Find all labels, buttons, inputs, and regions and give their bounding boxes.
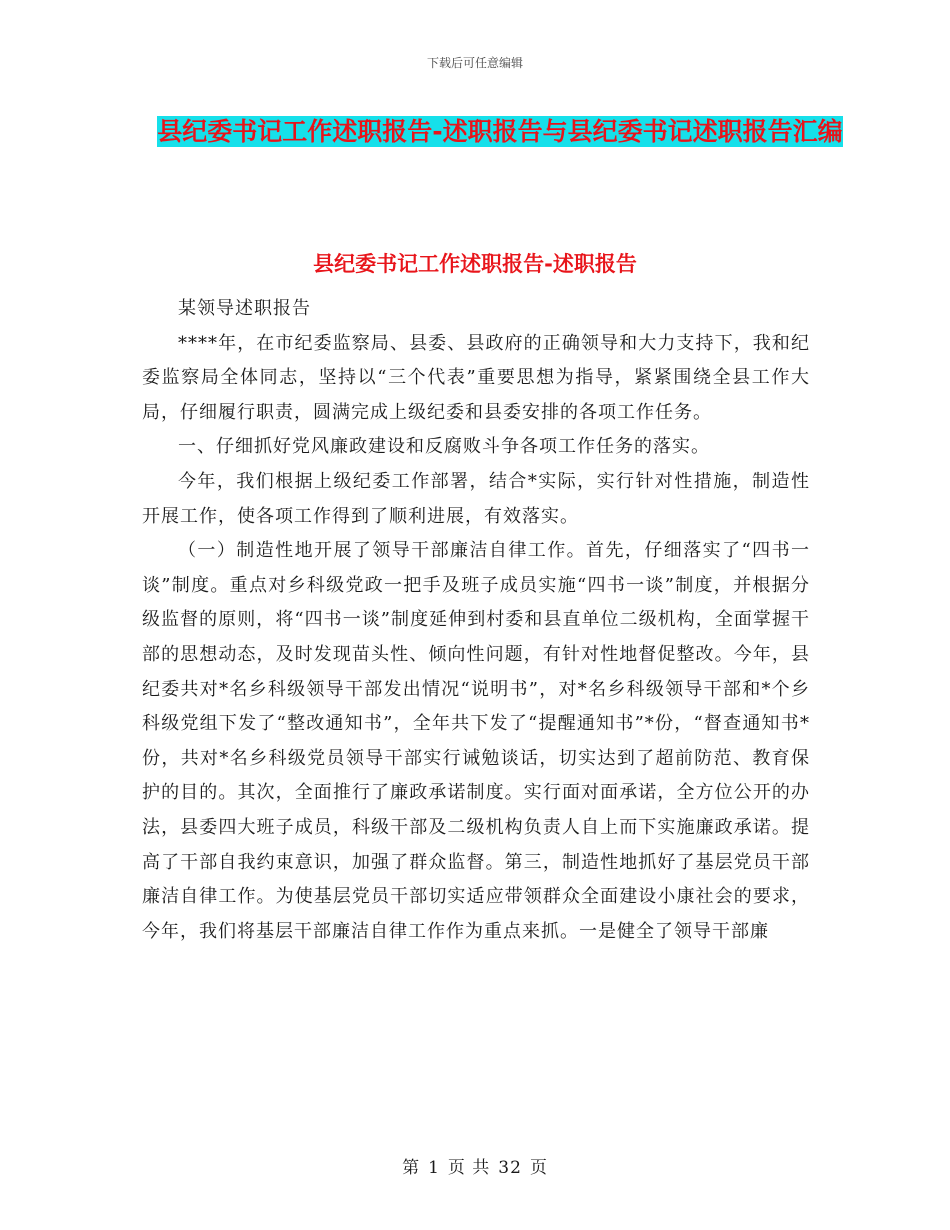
- header-note: 下载后可任意编辑: [426, 56, 523, 70]
- document-title: [140, 112, 860, 152]
- paragraph: （一）制造性地开展了领导干部廉洁自律工作。首先，仔细落实了“四书一谈”制度。重点对乡科级党政一把手及班子成员实施“四书一谈”制度，并根据分级监督的原则，将“四书一谈”制度延伸到村委和县直单位二级机构，全面掌握干部的思想动态，及时发现苗头性、倾向性问题，有针对性地督促整改。今年，县纪委共对*名乡科级领导干部发出情况“说明书”，对*名乡科级领导干部和*个乡科级党组下发了“整改通知书”，全年共下发了“提醒通知书”*份，“督查通知书*份，共对*名乡科级党员领导干部实行诫勉谈话，切实达到了超前防范、教育保护的目的。其次，全面推行了廉政承诺制度。实行面对面承诺，全方位公开的办法，县委四大班子成员，科级干部及二级机构负责人自上而下实施廉政承诺。提高了干部自我约束意识，加强了群众监督。第三，制造性地抓好了基层党员干部廉洁自律工作。为使基层党员干部切实适应带领群众全面建设小康社会的要求，今年，我们将基层干部廉洁自律工作作为重点来抓。一是健全了领导干部廉: [142, 540, 810, 942]
- page-label-prefix: 第: [402, 1158, 421, 1178]
- paragraph: ****年，在市纪委监察局、县委、县政府的正确领导和大力支持下，我和纪委监察局全体同志，坚持以“三个代表”重要思想为指导，紧紧围绕全县工作大局，仔细履行职责，圆满完成上级纪委和县委安排的各项工作任务。: [142, 332, 810, 423]
- page-footer: [0, 1153, 950, 1178]
- page-number-current: 1: [428, 1158, 440, 1178]
- paragraph-section-heading: 一、仔细抓好党风廉政建设和反腐败斗争各项工作任务的落实。: [178, 436, 710, 458]
- document-body: [142, 292, 810, 949]
- paragraph: 今年，我们根据上级纪委工作部署，结合*实际，实行针对性措施，制造性开展工作，使各项工作得到了顺利进展，有效落实。: [142, 470, 810, 527]
- section-title: 县纪委书记工作述职报告-述职报告: [313, 252, 637, 276]
- paragraph-heading: 某领导述职报告: [178, 298, 311, 319]
- page-label-suffix: 页: [529, 1158, 548, 1178]
- page-number-total: 32: [498, 1158, 522, 1178]
- document-title-text: 县纪委书记工作述职报告-述职报告与县纪委书记述职报告汇编: [157, 117, 843, 146]
- page-label-middle: 页 共: [447, 1158, 491, 1178]
